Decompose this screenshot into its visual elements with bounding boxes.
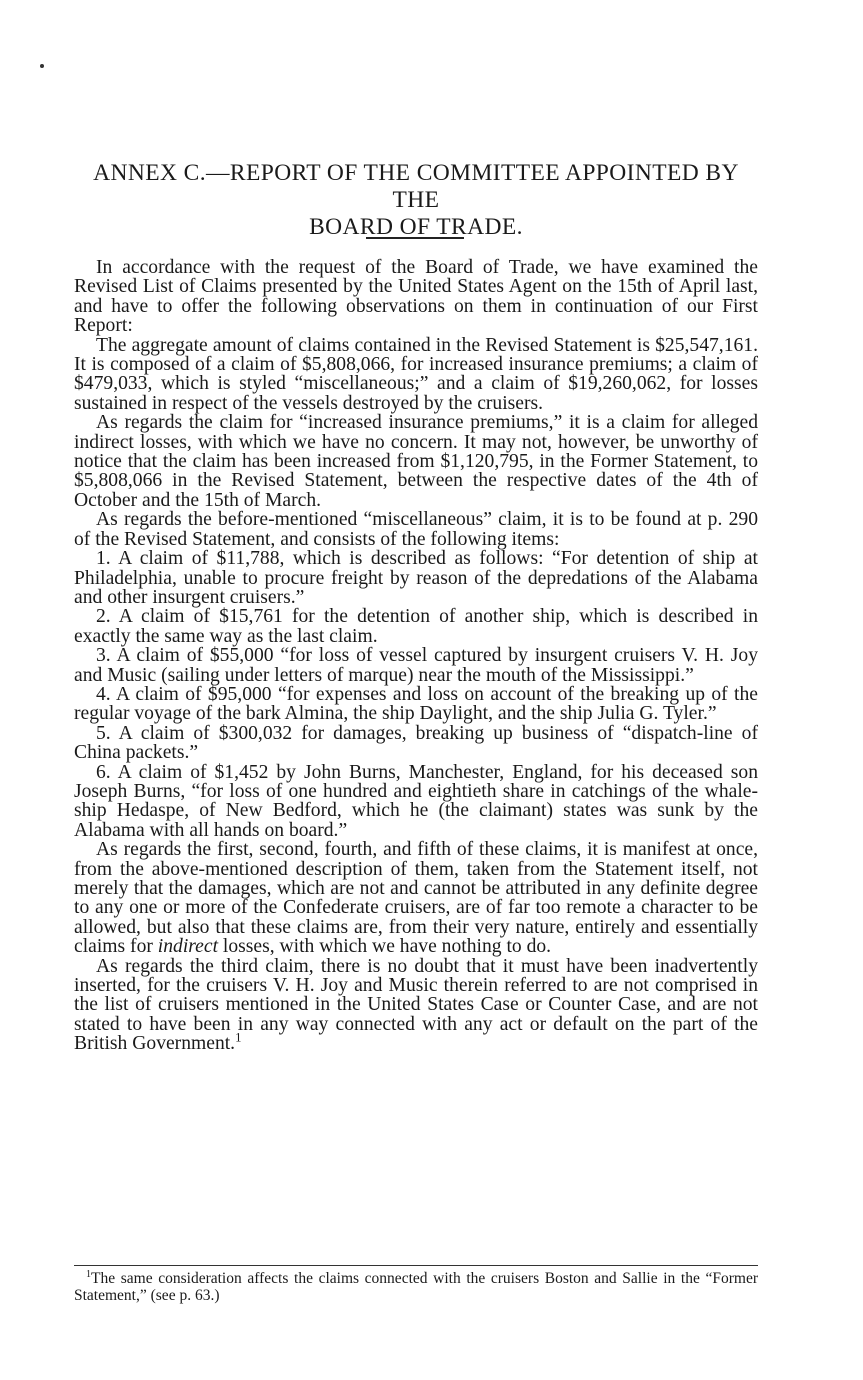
paragraph-aggregate: The aggregate amount of claims contained in the Revised Statement is $25,547,161. It is composed of a claim of $5,808,066, for increased insurance premiums; a claim of $479,033, which is styled “miscellaneous;” and a claim of $19,260,062, for losses sustained in respect of the vessels destroyed by the cruisers. bbox=[74, 334, 758, 414]
footnote-divider bbox=[74, 1265, 758, 1266]
claim-item-3: 3. A claim of $55,000 “for loss of vessel captured by insurgent cruisers V. H. Joy and Music (sailing under letters of marque) near the mouth of the Mississippi.” bbox=[74, 645, 758, 686]
indirect-text-after: losses, with which we have nothing to do. bbox=[218, 936, 552, 958]
title-divider bbox=[366, 237, 464, 239]
paragraph-intro: In accordance with the request of the Board of Trade, we have examined the Revised List of Claims presented by the United States Agent on the 15th of April last, and have to offer the following observations on them in continuation of our First Report: bbox=[74, 257, 758, 337]
paragraph-insurance: As regards the claim for “increased insurance premiums,” it is a claim for alleged indirect losses, with which we have no concern. It may not, however, be unworthy of notice that the claim has been increased from $1,120,795, in the Former Statement, to $5,808,066 in the Revised Statement, between the respective dates of the 4th of October and the 15th of March. bbox=[74, 412, 758, 511]
page-title bbox=[74, 160, 758, 241]
margin-speck bbox=[40, 64, 44, 68]
footnote-mark: 1 bbox=[86, 1268, 92, 1280]
title-line-1: ANNEX C.—REPORT OF THE COMMITTEE APPOINTED BY THE bbox=[93, 160, 739, 213]
title-line-2: BOARD OF TRADE. bbox=[309, 214, 523, 240]
claim-item-5: 5. A claim of $300,032 for damages, breaking up business of “dispatch-line of China packets.” bbox=[74, 722, 758, 764]
report-body bbox=[74, 258, 758, 1054]
footnote-reference: 1 bbox=[235, 1030, 242, 1045]
paragraph-indirect bbox=[74, 840, 758, 956]
paragraph-miscellaneous: As regards the before-mentioned “miscellaneous” claim, it is to be found at p. 290 of the Revised Statement, and consists of the following items: bbox=[74, 509, 758, 550]
footnote-text: The same consideration affects the claims connected with the cruisers Boston and Sallie in the “Former Statement,” (see p. 63.) bbox=[74, 1270, 758, 1304]
claim-item-2: 2. A claim of $15,761 for the detention of another ship, which is described in exactly the same way as the last claim. bbox=[74, 606, 758, 647]
claim-item-6: 6. A claim of $1,452 by John Burns, Manchester, England, for his deceased son Joseph Burns, “for loss of one hundred and eightieth share in catchings of the whale-ship Hedaspe, of New Bedford, which he (the claimant) states was sunk by the Alabama with all hands on board.” bbox=[74, 761, 758, 841]
claim-item-1: 1. A claim of $11,788, which is described as follows: “For detention of ship at Philadelphia, unable to procure freight by reason of the depredations of the Alabama and other insurgent cruisers.” bbox=[74, 548, 758, 608]
paragraph-third-claim bbox=[74, 957, 758, 1054]
footnote bbox=[74, 1268, 758, 1304]
claim-item-4: 4. A claim of $95,000 “for expenses and loss on account of the breaking up of the regular voyage of the bark Almina, the ship Daylight, and the ship Julia G. Tyler.” bbox=[74, 683, 758, 725]
third-claim-text: As regards the third claim, there is no doubt that it must have been inadvertently inserted, for the cruisers V. H. Joy and Music therein referred to are not comprised in the list of cruisers mentioned in the United States Case or Counter Case, and are not stated to have been in any way connected with any act or default on the part of the British Government. bbox=[74, 955, 758, 1055]
indirect-emphasis: indirect bbox=[157, 936, 219, 958]
indirect-text-before: As regards the first, second, fourth, and fifth of these claims, it is manifest at once, from the above-mentioned description of them, taken from the Statement itself, not merely that the damages, which are not and cannot be attributed in any definite degree to any one or more of the Confederate cruisers, are of far too remote a character to be allowed, but also that these claims are, from their very nature, entirely and essentially claims for bbox=[74, 839, 758, 958]
